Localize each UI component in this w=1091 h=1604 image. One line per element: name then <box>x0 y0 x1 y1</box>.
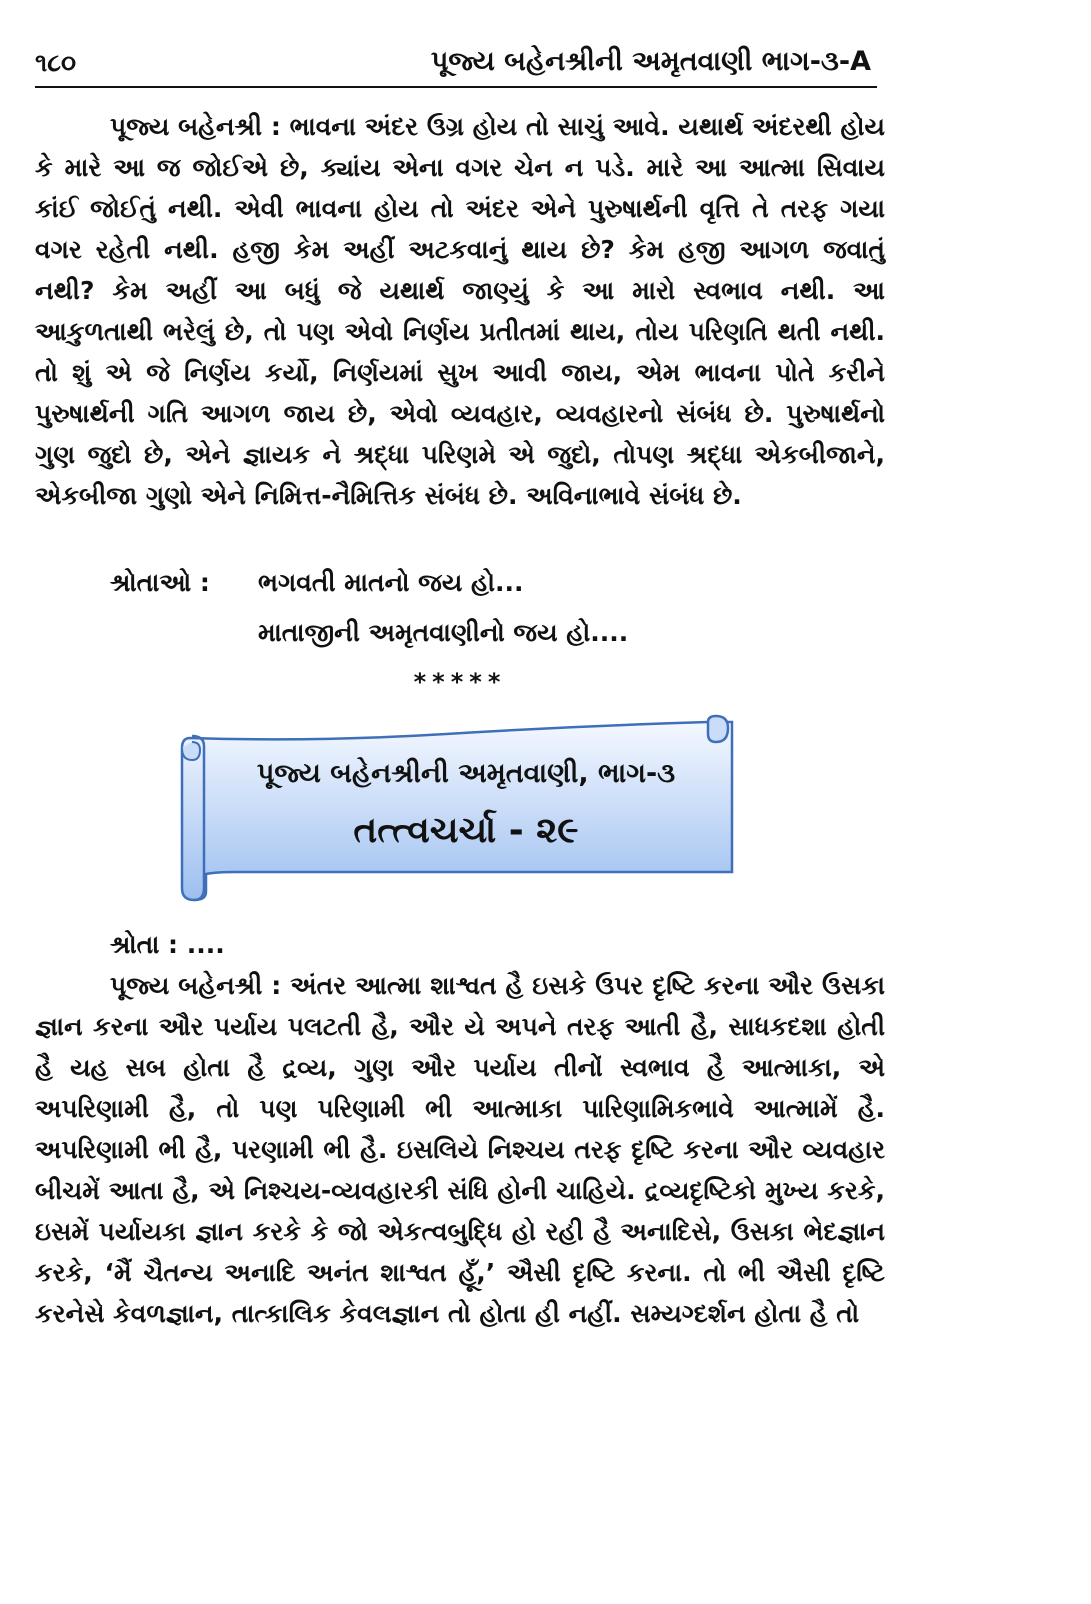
audience-label: શ્રોતાઓ : <box>110 568 210 597</box>
running-title: પૂજ્ય બહેનશ્રીની અમૃતવાણી ભાગ-૩-A <box>430 46 871 77</box>
listener-text: .... <box>186 930 225 959</box>
banner-title: તત્ત્વચર્ચા - ૨૯ <box>353 810 579 851</box>
audience-chant <box>110 558 628 658</box>
listener-label: શ્રોતા : <box>110 930 179 959</box>
banner-subtitle: પૂજ્ય બહેનશ્રીની અમૃતવાણી, ભાગ-૩ <box>256 758 676 789</box>
paragraph-text: ભાવના અંદર ઉગ્ર હોય તો સાચું આવે. યથાર્થ અંદરથી હોય કે મારે આ જ જોઈએ છે, ક્યાંય એના વગર ચેન ન પડે. મારે આ આત્મા સિવાય કાંઈ જોઈતું નથી. એવી ભાવના હોય તો અંદર એને પુરુષાર્થની વૃત્તિ તે તરફ ગયા વગર રહેતી નથી. હજી કેમ અહીં અટકવાનું થાય છે? કેમ હજી આગળ જવાતું નથી? કેમ અહીં આ બધું જે યથાર્થ જાણ્યું કે આ મારો સ્વભાવ નથી. આ આકુળતાથી ભરેલું છે, તો પણ એવો નિર્ણય પ્રતીતમાં થાય, તોય પરિણતિ થતી નથી. તો શું એ જે નિર્ણય કર્યો, નિર્ણયમાં સુખ આવી જાય, એમ ભાવના પોતે કરીને પુરુષાર્થની ગતિ આગળ જાય છે, એવો વ્યવહાર, વ્યવહારનો સંબંધ છે. પુરુષાર્થનો ગુણ જુદો છે, એને જ્ઞાયક ને શ્રદ્ધા પરિણમે એ જુદો, તોપણ શ્રદ્ધા એકબીજાને, એકબીજા ગુણો એને નિમિત્ત-નૈમિત્તિક સંબંધ છે. અવિનાભાવે સંબંધ છે. <box>35 112 885 510</box>
scroll-banner-shape <box>176 712 736 902</box>
section-banner <box>176 712 736 902</box>
chant-line-1: ભગવતી માતનો જય હો... <box>258 568 524 597</box>
page-number: ૧૮૦ <box>35 48 77 77</box>
page-header <box>35 40 877 88</box>
listener-line <box>35 924 885 965</box>
chant-line-2: માતાજીની અમૃતવાણીનો જય હો.... <box>258 618 629 647</box>
paragraph-2 <box>35 965 885 1334</box>
section-separator: ***** <box>413 668 507 696</box>
paragraph-text-2: અંતર આત્મા શાશ્વત હૈ ઇસકે ઉપર દૃષ્ટિ કરના ઔર ઉસકા જ્ઞાન કરના ઔર પર્યાય પલટતી હૈ, ઔર યે અપને તરફ આતી હૈ, સાધકદશા હોતી હૈ યહ સબ હોતા હૈ દ્રવ્ય, ગુણ ઔર પર્યાય તીનોં સ્વભાવ હૈ આત્માકા, એ અપરિણામી હૈ, તો પણ પરિણામી ભી આત્માકા પારિણામિકભાવે આત્મામેં હૈ. અપરિણામી ભી હૈ, પરણામી ભી હૈ. ઇસલિયે નિશ્ચય તરફ દૃષ્ટિ કરના ઔર વ્યવહાર બીચમેં આતા હૈ, એ નિશ્ચય-વ્યવહારકી સંધિ હોની ચાહિયે. દ્રવ્યદૃષ્ટિકો મુખ્ય કરકે, ઇસમેં પર્યાયકા જ્ઞાન કરકે કે જો એકત્વબુદ્ધિ હો રહી હૈ અનાદિસે, ઉસકા ભેદજ્ઞાન કરકે, ‘મૈં ચૈતન્ય અનાદિ અનંત શાશ્વત હૂઁ,’ ઐસી દૃષ્ટિ કરના. તો ભી ઐસી દૃષ્ટિ કરનેસે કેવળજ્ઞાન, તાત્કાલિક કેવલજ્ઞાન તો હોતા હી નહીં. સમ્યગ્દર્શન હોતા હૈ તો <box>35 971 885 1328</box>
paragraph-1 <box>35 106 885 516</box>
speaker-label-2: પૂજ્ય બહેનશ્રી : <box>110 971 282 1000</box>
speaker-label: પૂજ્ય બહેનશ્રી : <box>110 112 281 141</box>
